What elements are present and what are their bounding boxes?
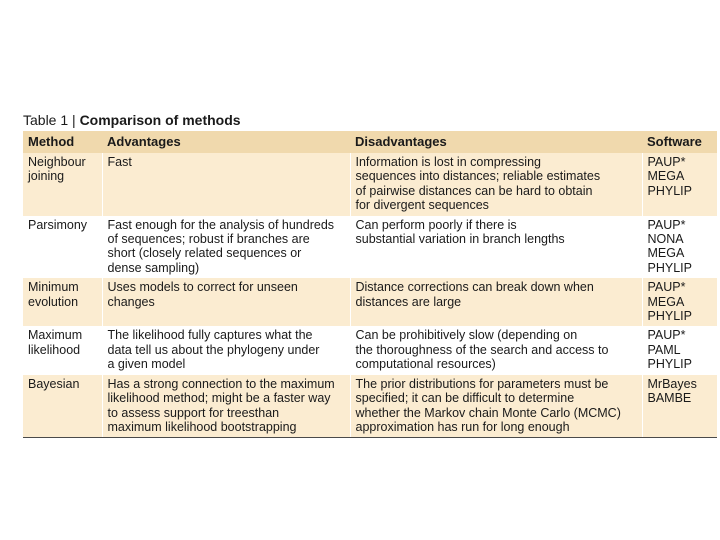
cell-text-line: Neighbour: [28, 155, 86, 169]
cell-text-line: for divergent sequences: [355, 198, 489, 213]
cell-text-line: specified; it can be difficult to determine: [355, 391, 575, 406]
cell-text-line: to assess support for treesthan: [107, 405, 280, 420]
cell-text-line: approximation has run for long enough: [355, 419, 570, 434]
cell-text-line: whether the Markov chain Monte Carlo (MCMC): [355, 405, 621, 420]
cell-method: [23, 326, 102, 374]
cell-disadvantages: [350, 153, 642, 216]
cell-method: [23, 153, 102, 216]
comparison-table: [23, 130, 717, 438]
cell-text-line: Parsimony: [28, 217, 88, 232]
cell-text-line: distances are large: [355, 294, 462, 309]
cell-text-line: Fast enough for the analysis of hundreds: [107, 217, 335, 232]
cell-text-line: Information is lost in compressing: [355, 155, 541, 169]
cell-text-line: MEGA: [647, 246, 685, 261]
cell-software: [642, 153, 717, 216]
cell-text-line: sequences into distances; reliable estimates: [355, 169, 601, 184]
table-row: [23, 326, 717, 374]
cell-text-line: MrBayes: [647, 376, 697, 391]
cell-text-line: computational resources): [355, 357, 496, 372]
cell-software: [642, 278, 717, 326]
cell-text-line: joining: [28, 169, 65, 184]
cell-text-line: short (closely related sequences or: [107, 246, 302, 261]
cell-advantages: [102, 375, 350, 438]
cell-text-line: changes: [107, 294, 155, 309]
cell-text-line: of pairwise distances can be hard to obtain: [355, 183, 593, 198]
cell-method: [23, 375, 102, 438]
cell-text-line: maximum likelihood bootstrapping: [107, 419, 297, 434]
table-number: Table 1 |: [23, 112, 76, 128]
cell-disadvantages: [350, 326, 642, 374]
cell-text-line: PHYLIP: [647, 357, 692, 372]
cell-text-line: BAMBE: [647, 391, 692, 406]
cell-text-line: PHYLIP: [647, 309, 692, 324]
cell-software: [642, 326, 717, 374]
table-row: [23, 153, 717, 216]
header-software: Software: [642, 131, 717, 154]
header-advantages: Advantages: [102, 131, 350, 154]
cell-text-line: the thoroughness of the search and access to: [355, 342, 609, 357]
cell-method: [23, 216, 102, 279]
table-row: [23, 278, 717, 326]
table-body: [23, 153, 717, 438]
cell-advantages: [102, 326, 350, 374]
cell-text-line: PHYLIP: [647, 183, 692, 198]
cell-text-line: Maximum: [28, 328, 83, 343]
table-row: [23, 216, 717, 279]
header-method: Method: [23, 131, 102, 154]
cell-disadvantages: [350, 278, 642, 326]
cell-text-line: Has a strong connection to the maximum: [107, 376, 335, 391]
cell-text-line: likelihood: [28, 342, 81, 357]
cell-text-line: PAML: [647, 342, 681, 357]
cell-disadvantages: [350, 216, 642, 279]
cell-text-line: Can be prohibitively slow (depending on: [355, 328, 578, 343]
cell-text-line: PAUP*: [647, 217, 686, 232]
cell-text-line: likelihood method; might be a faster way: [107, 391, 331, 406]
cell-text-line: of sequences; robust if branches are: [107, 232, 310, 247]
cell-text-line: PAUP*: [647, 328, 686, 343]
cell-text-line: Minimum: [28, 280, 79, 295]
cell-text-line: MEGA: [647, 294, 685, 309]
cell-software: [642, 216, 717, 279]
cell-software: [642, 375, 717, 438]
cell-text-line: MEGA: [647, 169, 685, 184]
cell-text-line: PAUP*: [647, 155, 686, 169]
cell-text-line: The prior distributions for parameters must be: [355, 376, 609, 391]
cell-text-line: PAUP*: [647, 280, 686, 295]
cell-text-line: data tell us about the phylogeny under: [107, 342, 320, 357]
cell-text-line: PHYLIP: [647, 260, 692, 275]
cell-text-line: Bayesian: [28, 376, 80, 391]
cell-text-line: NONA: [647, 232, 684, 247]
cell-method: [23, 278, 102, 326]
cell-text-line: dense sampling): [107, 260, 200, 275]
cell-advantages: [102, 278, 350, 326]
cell-disadvantages: [350, 375, 642, 438]
header-disadvantages: Disadvantages: [350, 131, 642, 154]
header-row: [23, 131, 717, 154]
cell-text-line: Uses models to correct for unseen: [107, 280, 298, 295]
table-row: [23, 375, 717, 438]
table-caption: [23, 112, 720, 130]
cell-text-line: Can perform poorly if there is: [355, 217, 517, 232]
cell-advantages: [102, 216, 350, 279]
cell-text-line: a given model: [107, 357, 186, 372]
cell-text-line: Distance corrections can break down when: [355, 280, 594, 295]
table-figure: [23, 112, 720, 438]
table-title: Comparison of methods: [79, 112, 241, 128]
cell-text-line: evolution: [28, 294, 79, 309]
cell-text-line: Fast: [107, 155, 132, 169]
cell-text-line: substantial variation in branch lengths: [355, 232, 565, 247]
cell-advantages: [102, 153, 350, 216]
cell-text-line: The likelihood fully captures what the: [107, 328, 313, 343]
